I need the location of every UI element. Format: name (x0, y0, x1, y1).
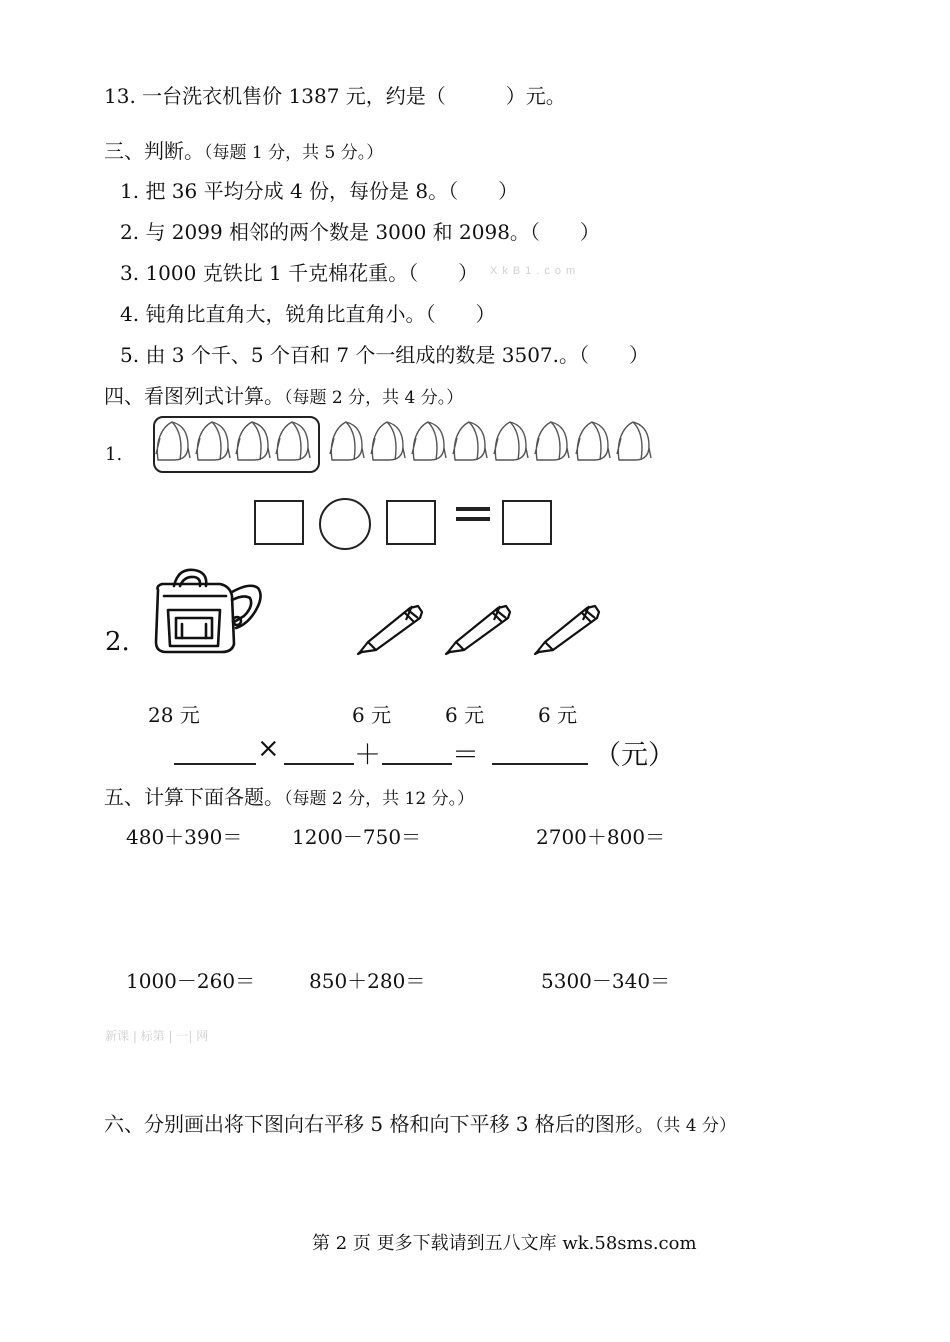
judge-item-2: 2. 与 2099 相邻的两个数是 3000 和 2098。（ ） (120, 220, 600, 244)
calc-5: 850＋280＝ (309, 969, 426, 993)
calc-4: 1000－260＝ (126, 969, 256, 993)
pen-icon (533, 602, 603, 656)
watermark-xinke: 新课 | 标第 | 一| 网 (105, 1029, 209, 1043)
section-5-title: 五、计算下面各题。 (104, 785, 284, 809)
blank-4[interactable] (492, 763, 588, 765)
peach-icon (576, 422, 610, 460)
peach-icon (494, 422, 528, 460)
price-pen-1: 6 元 (352, 703, 392, 727)
section-5-heading (104, 781, 474, 810)
question-13: 13. 一台洗衣机售价 1387 元，约是（ ）元。 (104, 84, 566, 108)
calc-6: 5300－340＝ (541, 969, 671, 993)
peach-icon (330, 422, 364, 460)
calc-2: 1200－750＝ (292, 825, 422, 849)
answer-box-2[interactable] (386, 500, 436, 545)
backpack-icon (152, 566, 267, 658)
judge-item-1: 1. 把 36 平均分成 4 份，每份是 8。（ ） (120, 179, 519, 203)
page-footer: 第 2 页 更多下载请到五八文库 wk.58sms.com (312, 1233, 697, 1254)
judge-item-3: 3. 1000 克铁比 1 千克棉花重。（ ） (120, 261, 479, 285)
watermark-xkb1: XkB1.com (490, 265, 581, 277)
price-pen-2: 6 元 (445, 703, 485, 727)
answer-box-1[interactable] (254, 500, 304, 545)
unit-yuan: （元） (594, 740, 675, 771)
answer-box-3[interactable] (502, 500, 552, 545)
peach-icon (535, 422, 569, 460)
plus-sign: ＋ (354, 740, 381, 771)
operator-circle[interactable] (319, 498, 371, 550)
section-4-note: （每题 2 分，共 4 分。） (284, 388, 464, 408)
section-4-heading (104, 380, 463, 409)
blank-3[interactable] (382, 763, 452, 765)
calc-3: 2700＋800＝ (536, 825, 666, 849)
section-3-note: （每题 1 分，共 5 分。） (204, 143, 384, 163)
pen-icon (444, 602, 514, 656)
price-backpack: 28 元 (148, 703, 200, 727)
times-sign: × (257, 733, 280, 764)
peach-icon (617, 422, 651, 460)
price-pen-3: 6 元 (538, 703, 578, 727)
section-3-title: 三、判断。 (104, 139, 204, 163)
peach-icon (196, 422, 230, 460)
blank-1[interactable] (174, 763, 256, 765)
equals-sign (456, 507, 490, 527)
section-6-note: （共 4 分） (654, 1116, 737, 1136)
calc-1: 480＋390＝ (126, 825, 243, 849)
peach-icon (412, 422, 446, 460)
peach-icon (156, 422, 190, 460)
peach-icon (453, 422, 487, 460)
judge-item-4: 4. 钝角比直角大，锐角比直角小。（ ） (120, 302, 496, 326)
peach-icon (236, 422, 270, 460)
judge-item-5: 5. 由 3 个千、5 个百和 7 个一组成的数是 3507.。（ ） (120, 343, 650, 367)
section-5-note: （每题 2 分，共 12 分。） (284, 789, 475, 809)
q2-label: 2. (105, 627, 130, 657)
pen-icon (356, 602, 426, 656)
blank-2[interactable] (284, 763, 354, 765)
peach-row (150, 414, 670, 474)
q1-label: 1. (105, 444, 123, 465)
section-6-heading (104, 1108, 736, 1137)
equals-text: ＝ (452, 740, 479, 771)
section-4-title: 四、看图列式计算。 (104, 384, 284, 408)
peach-icon (371, 422, 405, 460)
peach-icon (276, 422, 310, 460)
section-3-heading (104, 135, 383, 164)
section-6-title: 六、分别画出将下图向右平移 5 格和向下平移 3 格后的图形。 (104, 1112, 655, 1136)
